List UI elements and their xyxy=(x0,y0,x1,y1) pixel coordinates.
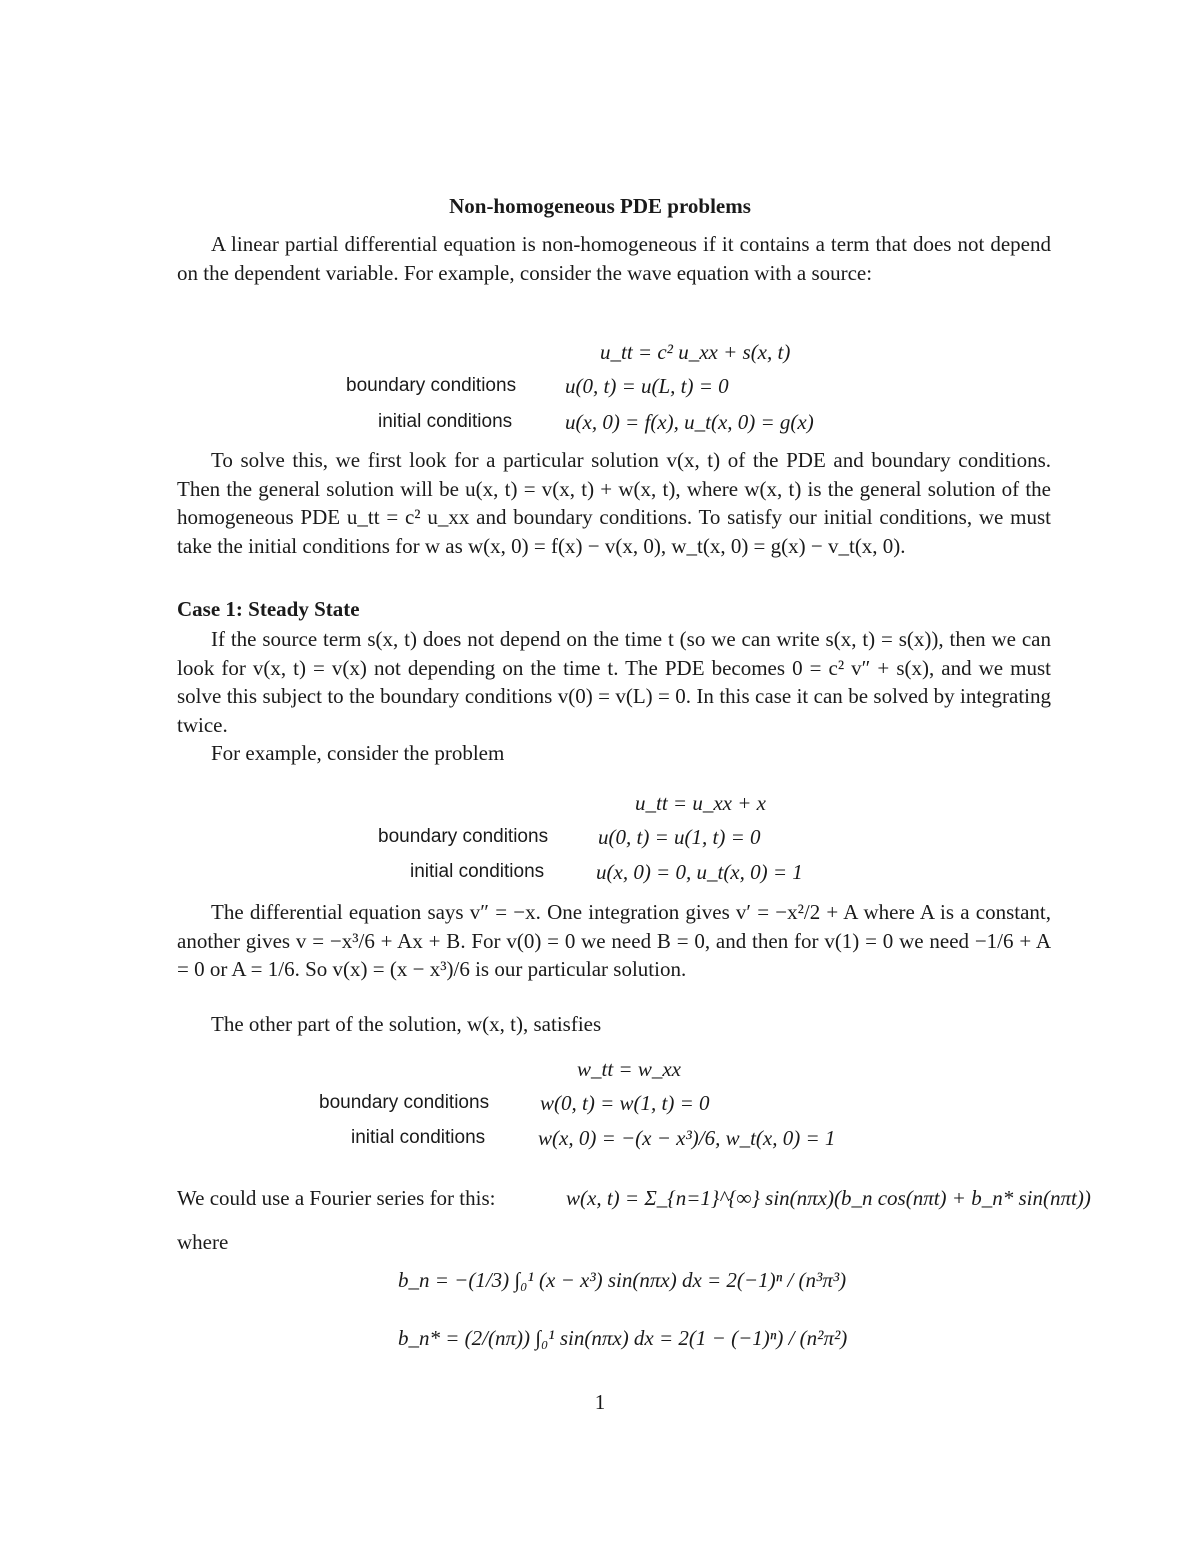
system3-bc: w(0, t) = w(1, t) = 0 xyxy=(540,1091,710,1115)
solve-paragraph: To solve this, we first look for a particular solution v(x, t) of the PDE and boundary conditions. Then the general solution will be u(x, t) = v(x, t) + w(x, t), where w(x, t) is the general solution of the homogeneous PDE u_tt = c² u_xx and boundary conditions. To satisfy our initial conditions, we must take the initial conditions for w as w(x, 0) = f(x) − v(x, 0), w_t(x, 0) = g(x) − v_t(x, 0). xyxy=(177,448,1051,558)
page-number: 1 xyxy=(594,1390,606,1414)
example-paragraph: For example, consider the problem xyxy=(211,741,505,765)
system1-equation: u_tt = c² u_xx + s(x, t) xyxy=(600,340,791,364)
system3-ic: w(x, 0) = −(x − x³)/6, w_t(x, 0) = 1 xyxy=(538,1126,836,1150)
system3-equation: w_tt = w_xx xyxy=(577,1057,681,1081)
system3-bc-label: boundary conditions xyxy=(319,1092,490,1113)
other-part-paragraph: The other part of the solution, w(x, t), satisfies xyxy=(211,1012,602,1036)
system2-equation: u_tt = u_xx + x xyxy=(635,791,766,815)
where-text: where xyxy=(177,1230,229,1254)
case1-heading: Case 1: Steady State xyxy=(177,597,360,621)
case1-paragraph: If the source term s(x, t) does not depend on the time t (so we can write s(x, t) = s(x)), then we can look for v(x, t) = v(x) not depending on the time t. The PDE becomes 0 = c² v″ + s(x), and we must solve this subject to the boundary conditions v(0) = v(L) = 0. In this case it can be solved by integrating twice. xyxy=(177,627,1051,737)
system1-ic-label: initial conditions xyxy=(378,411,513,432)
system1-bc: u(0, t) = u(L, t) = 0 xyxy=(565,374,729,398)
system3-ic-label: initial conditions xyxy=(351,1127,486,1148)
system2-bc-label: boundary conditions xyxy=(378,826,549,847)
intro-paragraph: A linear partial differential equation is non-homogeneous if it contains a term that does not depend on the dependent variable. For example, consider the wave equation with a source: xyxy=(177,232,1051,285)
system2-ic-label: initial conditions xyxy=(410,861,545,882)
system1-bc-label: boundary conditions xyxy=(346,375,517,396)
fourier-series: w(x, t) = Σ_{n=1}^{∞} sin(nπx)(b_n cos(nπt) + b_n* sin(nπt)) xyxy=(566,1186,1091,1210)
bn-formula: b_n = −(1/3) ∫₀¹ (x − x³) sin(nπx) dx = 2(−1)ⁿ / (n³π³) xyxy=(398,1268,847,1292)
system1-ic: u(x, 0) = f(x), u_t(x, 0) = g(x) xyxy=(565,410,814,434)
diffeq-paragraph: The differential equation says v″ = −x. One integration gives v′ = −x²/2 + A where A is a constant, another gives v = −x³/6 + Ax + B. For v(0) = 0 we need B = 0, and then for v(1) = 0 we need −1/6 + A = 0 or A = 1/6. So v(x) = (x − x³)/6 is our particular solution. xyxy=(177,900,1051,982)
fourier-lead-text: We could use a Fourier series for this: xyxy=(177,1186,496,1210)
system2-bc: u(0, t) = u(1, t) = 0 xyxy=(598,825,761,849)
page-title: Non-homogeneous PDE problems xyxy=(449,194,751,218)
bn-star-formula: b_n* = (2/(nπ)) ∫₀¹ sin(nπx) dx = 2(1 − (−1)ⁿ) / (n²π²) xyxy=(398,1326,848,1350)
system2-ic: u(x, 0) = 0, u_t(x, 0) = 1 xyxy=(596,860,803,884)
